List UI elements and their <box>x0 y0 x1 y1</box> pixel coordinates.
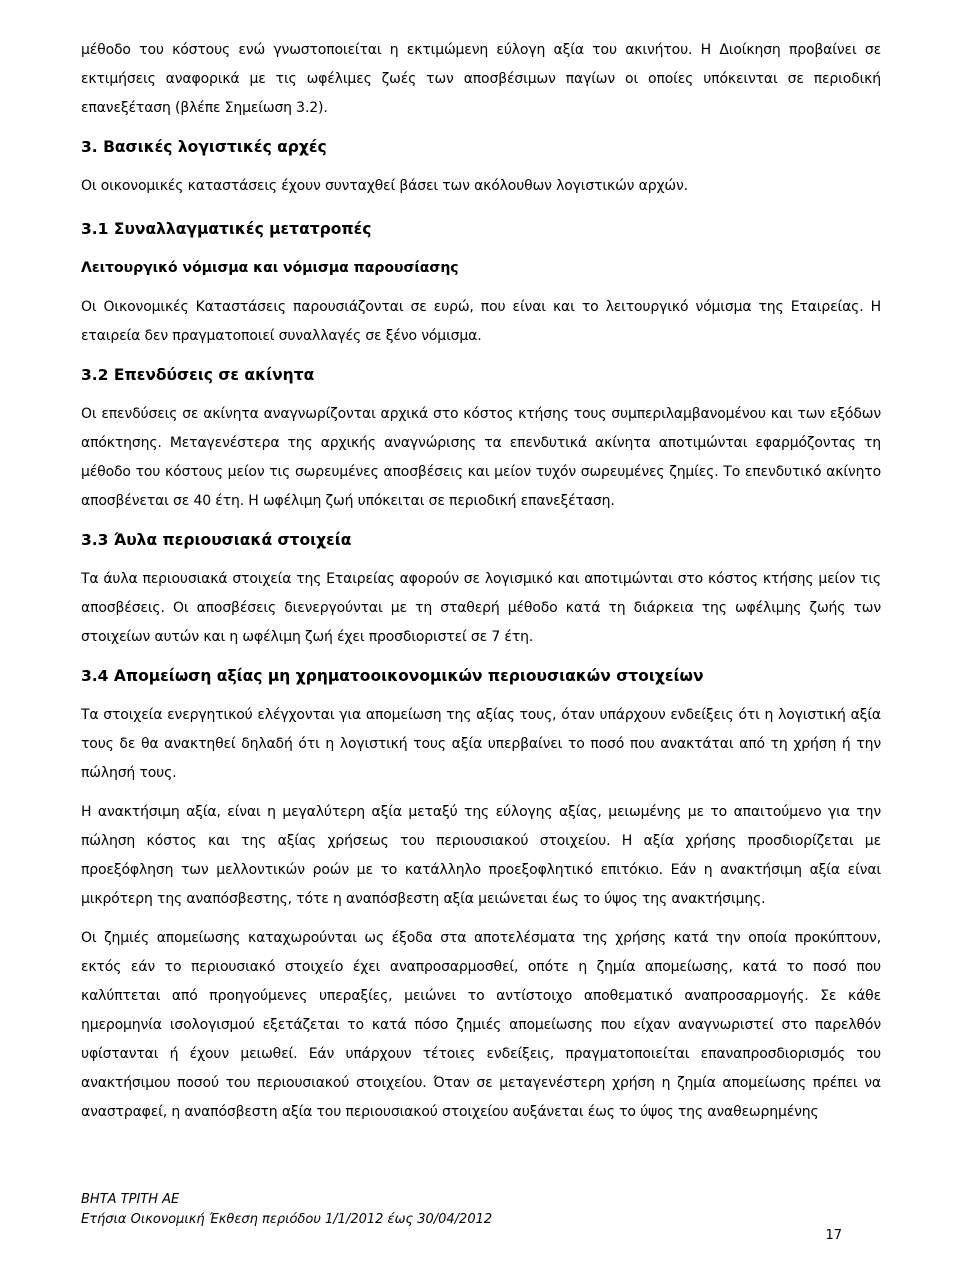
paragraph-intangible-assets: Τα άυλα περιουσιακά στοιχεία της Εταιρείας αφορούν σε λογισμικό και αποτιμώνται στο κόστος κτήσης μείον τις αποσβέσεις. Οι αποσβέσεις διενεργούνται με τη σταθερή μέθοδο κατά τη διάρκεια της ωφέλιμης ζωής των στοιχείων αυτών και η ωφέλιμη ζωή έχει προσδιοριστεί σε 7 έτη. <box>81 571 881 645</box>
paragraph-investment-property: Οι επενδύσεις σε ακίνητα αναγνωρίζονται αρχικά στο κόστος κτήσης τους συμπεριλαμβανομένου και των εξόδων απόκτησης. Μεταγενέστερα της αρχικής αναγνώρισης τα επενδυτικά ακίνητα αποτιμώνται εφαρμόζοντας τη μέθοδο του κόστους μείον τις σωρευμένες αποσβέσεις και μείον τυχόν σωρευμένες ζημίες. Το επενδυτικό ακίνητο αποσβένεται σε 40 έτη. Η ωφέλιμη ζωή υπόκειται σε περιοδική επανεξέταση. <box>81 406 881 509</box>
paragraph-intro: Οι οικονομικές καταστάσεις έχουν συνταχθεί βάσει των ακόλουθων λογιστικών αρχών. <box>81 178 688 194</box>
heading-intangible-assets: 3.3 Άυλα περιουσιακά στοιχεία <box>81 531 352 549</box>
paragraph-continued: μέθοδο του κόστους ενώ γνωστοποιείται η εκτιμώμενη εύλογη αξία του ακινήτου. Η Διοίκηση προβαίνει σε εκτιμήσεις αναφορικά με τις ωφέλιμες ζωές των αποσβέσιμων παγίων οι οποίες υπόκεινται σε περιοδική επανεξέταση (βλέπε Σημείωση 3.2). <box>81 42 881 116</box>
heading-foreign-exchange: 3.1 Συναλλαγματικές μετατροπές <box>81 220 372 238</box>
footer-company: ΒΗΤΑ ΤΡΙΤΗ ΑΕ <box>81 1192 180 1207</box>
paragraph-currency: Οι Οικονομικές Καταστάσεις παρουσιάζονται σε ευρώ, που είναι και το λειτουργικό νόμισμα της Εταιρείας. Η εταιρεία δεν πραγματοποιεί συναλλαγές σε ξένο νόμισμα. <box>81 299 881 344</box>
document-body <box>81 36 881 1127</box>
footer-report-title: Ετήσια Οικονομική Έκθεση περιόδου 1/1/2012 έως 30/04/2012 <box>81 1212 493 1227</box>
heading-impairment: 3.4 Απομείωση αξίας μη χρηματοοικονομικών περιουσιακών στοιχείων <box>81 667 704 685</box>
paragraph-impairment-a: Τα στοιχεία ενεργητικού ελέγχονται για απομείωση της αξίας τους, όταν υπάρχουν ενδείξεις ότι η λογιστική αξία τους δε θα ανακτηθεί δηλαδή ότι η λογιστική τους αξία υπερβαίνει το ποσό που ανακτάται από τη χρήση ή την πώλησή τους. <box>81 707 881 781</box>
page-number: 17 <box>825 1228 842 1243</box>
heading-investment-property: 3.2 Επενδύσεις σε ακίνητα <box>81 366 315 384</box>
heading-accounting-principles: 3. Βασικές λογιστικές αρχές <box>81 138 327 156</box>
paragraph-impairment-c: Οι ζημιές απομείωσης καταχωρούνται ως έξοδα στα αποτελέσματα της χρήσης κατά την οποία προκύπτουν, εκτός εάν το περιουσιακό στοιχείο έχει αναπροσαρμοσθεί, οπότε η ζημία απομείωσης, κατά το ποσό που καλύπτεται από προηγούμενες υπεραξίες, μειώνει το αντίστοιχο αποθεματικό αναπροσαρμογής. Σε κάθε ημερομηνία ισολογισμού εξετάζεται το κατά πόσο ζημιές απομείωσης που είχαν αναγνωριστεί στο παρελθόν υφίστανται ή έχουν μειωθεί. Εάν υπάρχουν τέτοιες ενδείξεις, πραγματοποιείται επαναπροσδιορισμός του ανακτήσιμου ποσού του περιουσιακού στοιχείου. Όταν σε μεταγενέστερη χρήση η ζημία απομείωσης πρέπει να αναστραφεί, η αναπόσβεστη αξία του περιουσιακού στοιχείου αυξάνεται έως το ύψος της αναθεωρημένης <box>81 930 881 1120</box>
subheading-functional-currency: Λειτουργικό νόμισμα και νόμισμα παρουσίασης <box>81 260 459 276</box>
paragraph-impairment-b: Η ανακτήσιμη αξία, είναι η μεγαλύτερη αξία μεταξύ της εύλογης αξίας, μειωμένης με το απαιτούμενο για την πώληση κόστος και της αξίας χρήσεως του περιουσιακού στοιχείου. Η αξία χρήσης προσδιορίζεται με προεξόφληση των μελλοντικών ροών με το κατάλληλο προεξοφλητικό επιτόκιο. Εάν η ανακτήσιμη αξία είναι μικρότερη της αναπόσβεστης, τότε η αναπόσβεστη αξία μειώνεται έως το ύψος της ανακτήσιμης. <box>81 804 881 907</box>
page-footer <box>81 1190 492 1230</box>
